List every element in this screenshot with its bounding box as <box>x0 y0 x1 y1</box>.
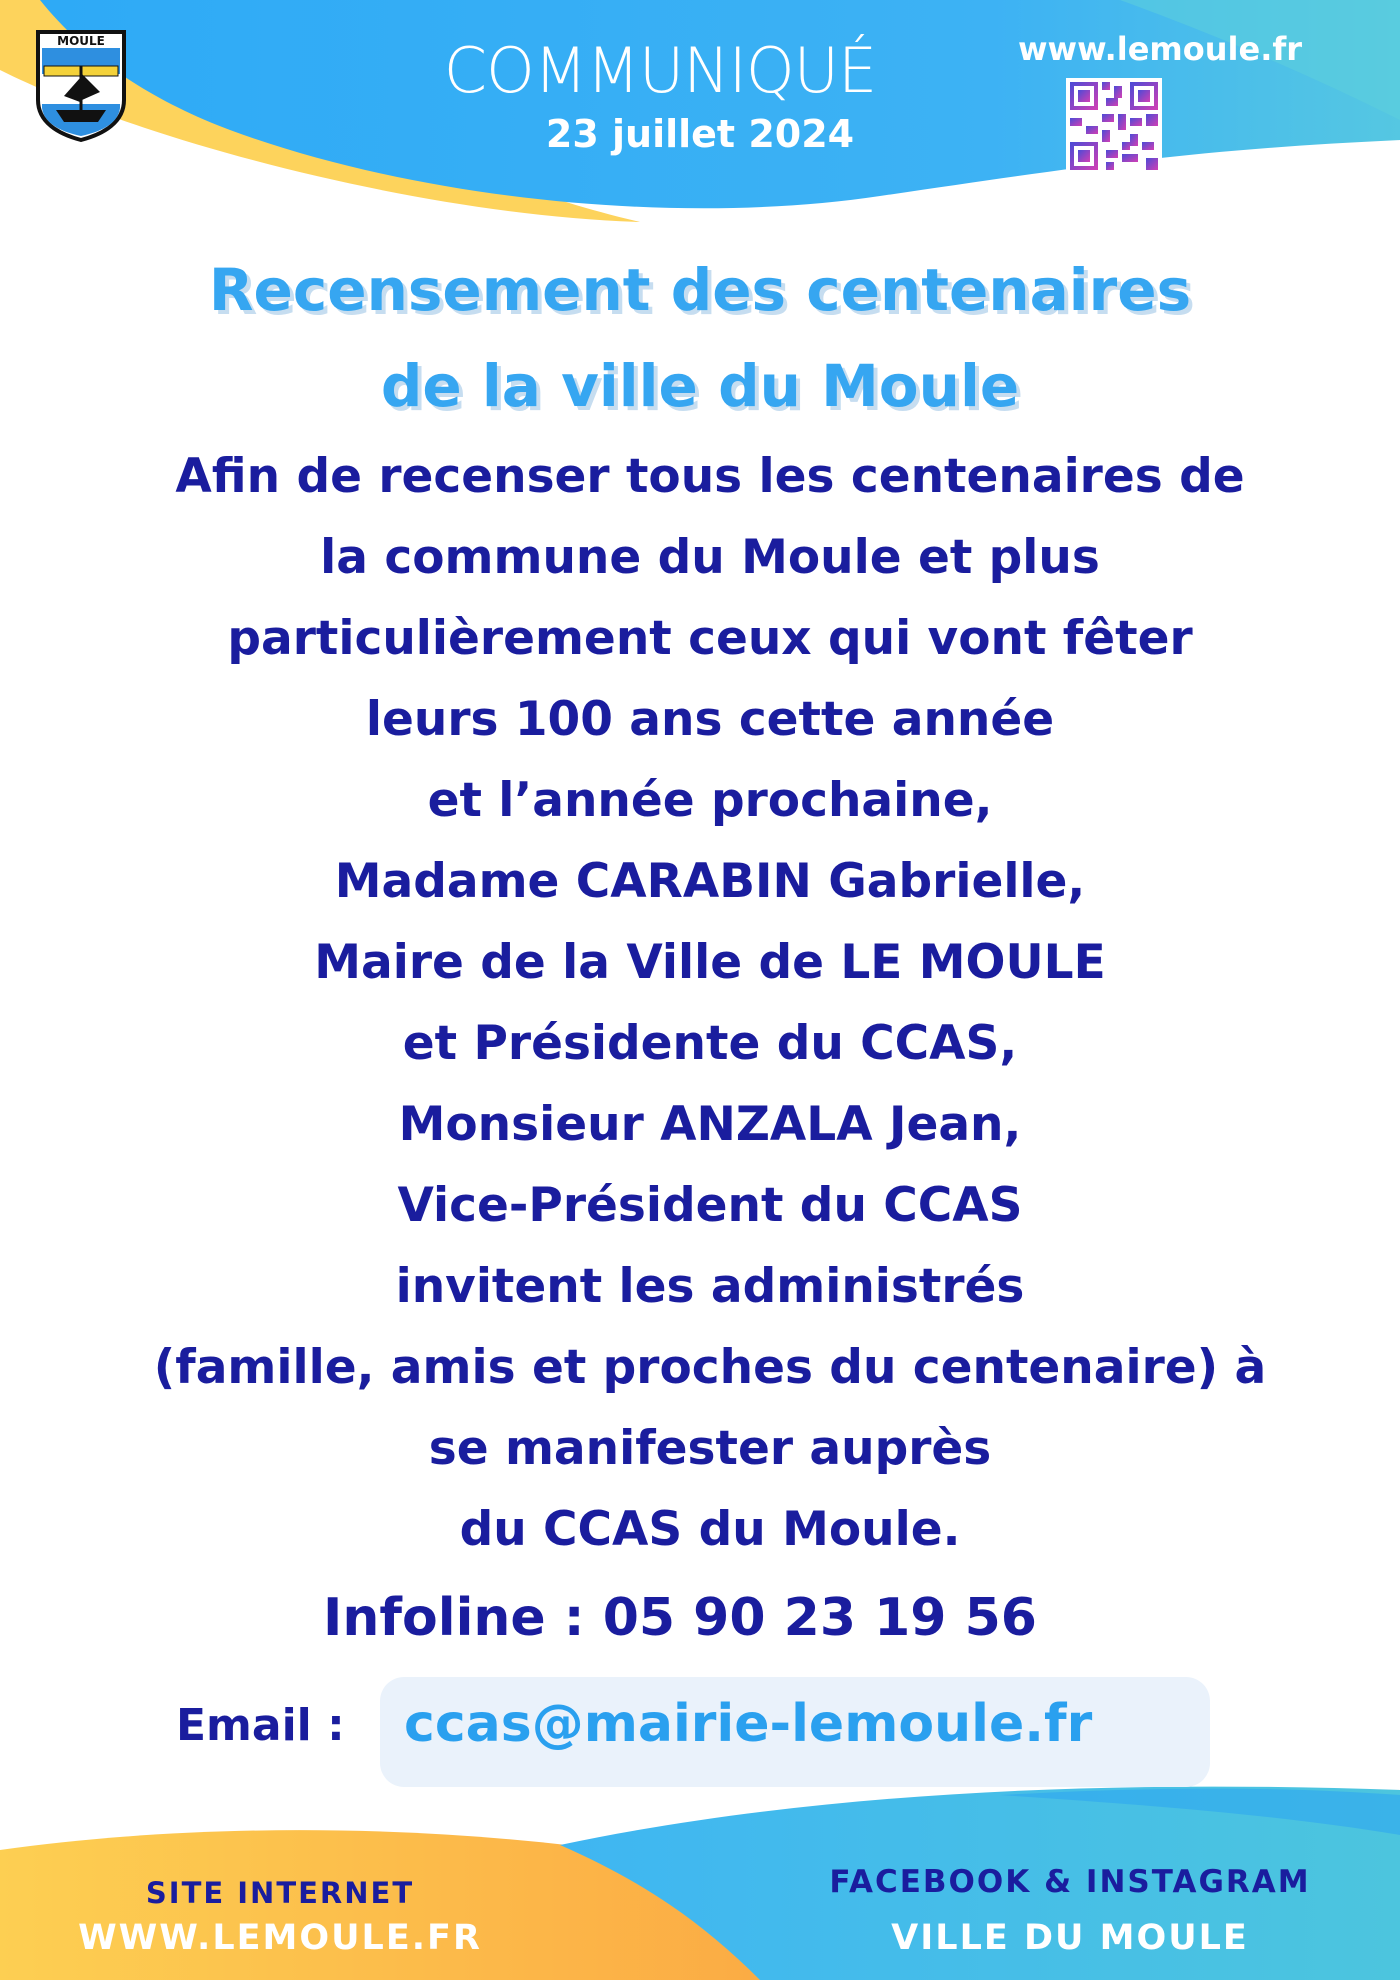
footer-social-label: FACEBOOK & INSTAGRAM <box>829 1864 1311 1900</box>
body-line: Maire de la Ville de LE MOULE <box>314 935 1106 990</box>
body-line: particulièrement ceux qui vont fêter <box>227 611 1193 666</box>
body-line: (famille, amis et proches du centenaire) à <box>153 1340 1267 1395</box>
infoline-phone[interactable]: Infoline : 05 90 23 19 56 <box>323 1588 1037 1648</box>
body-line: et l’année prochaine, <box>427 773 993 828</box>
body-line: Madame CARABIN Gabrielle, <box>334 854 1086 909</box>
page-title: COMMUNIQUÉ <box>443 34 877 107</box>
headline <box>80 242 1320 434</box>
body-line: leurs 100 ans cette année <box>365 692 1055 747</box>
body-line: la commune du Moule et plus <box>320 530 1100 585</box>
header-website-link[interactable]: www.lemoule.fr <box>1017 30 1303 68</box>
logo-city-name: MOULE <box>57 34 105 48</box>
footer-social-link[interactable]: VILLE DU MOULE <box>891 1918 1249 1958</box>
body-line: du CCAS du Moule. <box>459 1502 961 1557</box>
body-line: Monsieur ANZALA Jean, <box>398 1097 1022 1152</box>
headline-line-1: Recensement des centenaires <box>208 256 1192 324</box>
footer-site-link[interactable]: WWW.LEMOULE.FR <box>78 1918 482 1958</box>
email-link[interactable]: ccas@mairie-lemoule.fr <box>404 1694 1093 1754</box>
email-label: Email : <box>176 1700 345 1751</box>
footer-site-label: SITE INTERNET <box>145 1876 415 1910</box>
qr-code-icon[interactable] <box>1066 78 1162 174</box>
body-line: et Présidente du CCAS, <box>402 1016 1018 1071</box>
announcement-body <box>60 436 1360 1570</box>
communique-date: 23 juillet 2024 <box>545 112 855 156</box>
body-line: invitent les administrés <box>395 1259 1025 1314</box>
body-line: se manifester auprès <box>428 1421 992 1476</box>
body-line: Afin de recenser tous les centenaires de <box>175 449 1245 504</box>
body-line: Vice-Président du CCAS <box>397 1178 1023 1233</box>
headline-line-2: de la ville du Moule <box>380 352 1020 420</box>
moule-coat-of-arms <box>34 30 128 142</box>
